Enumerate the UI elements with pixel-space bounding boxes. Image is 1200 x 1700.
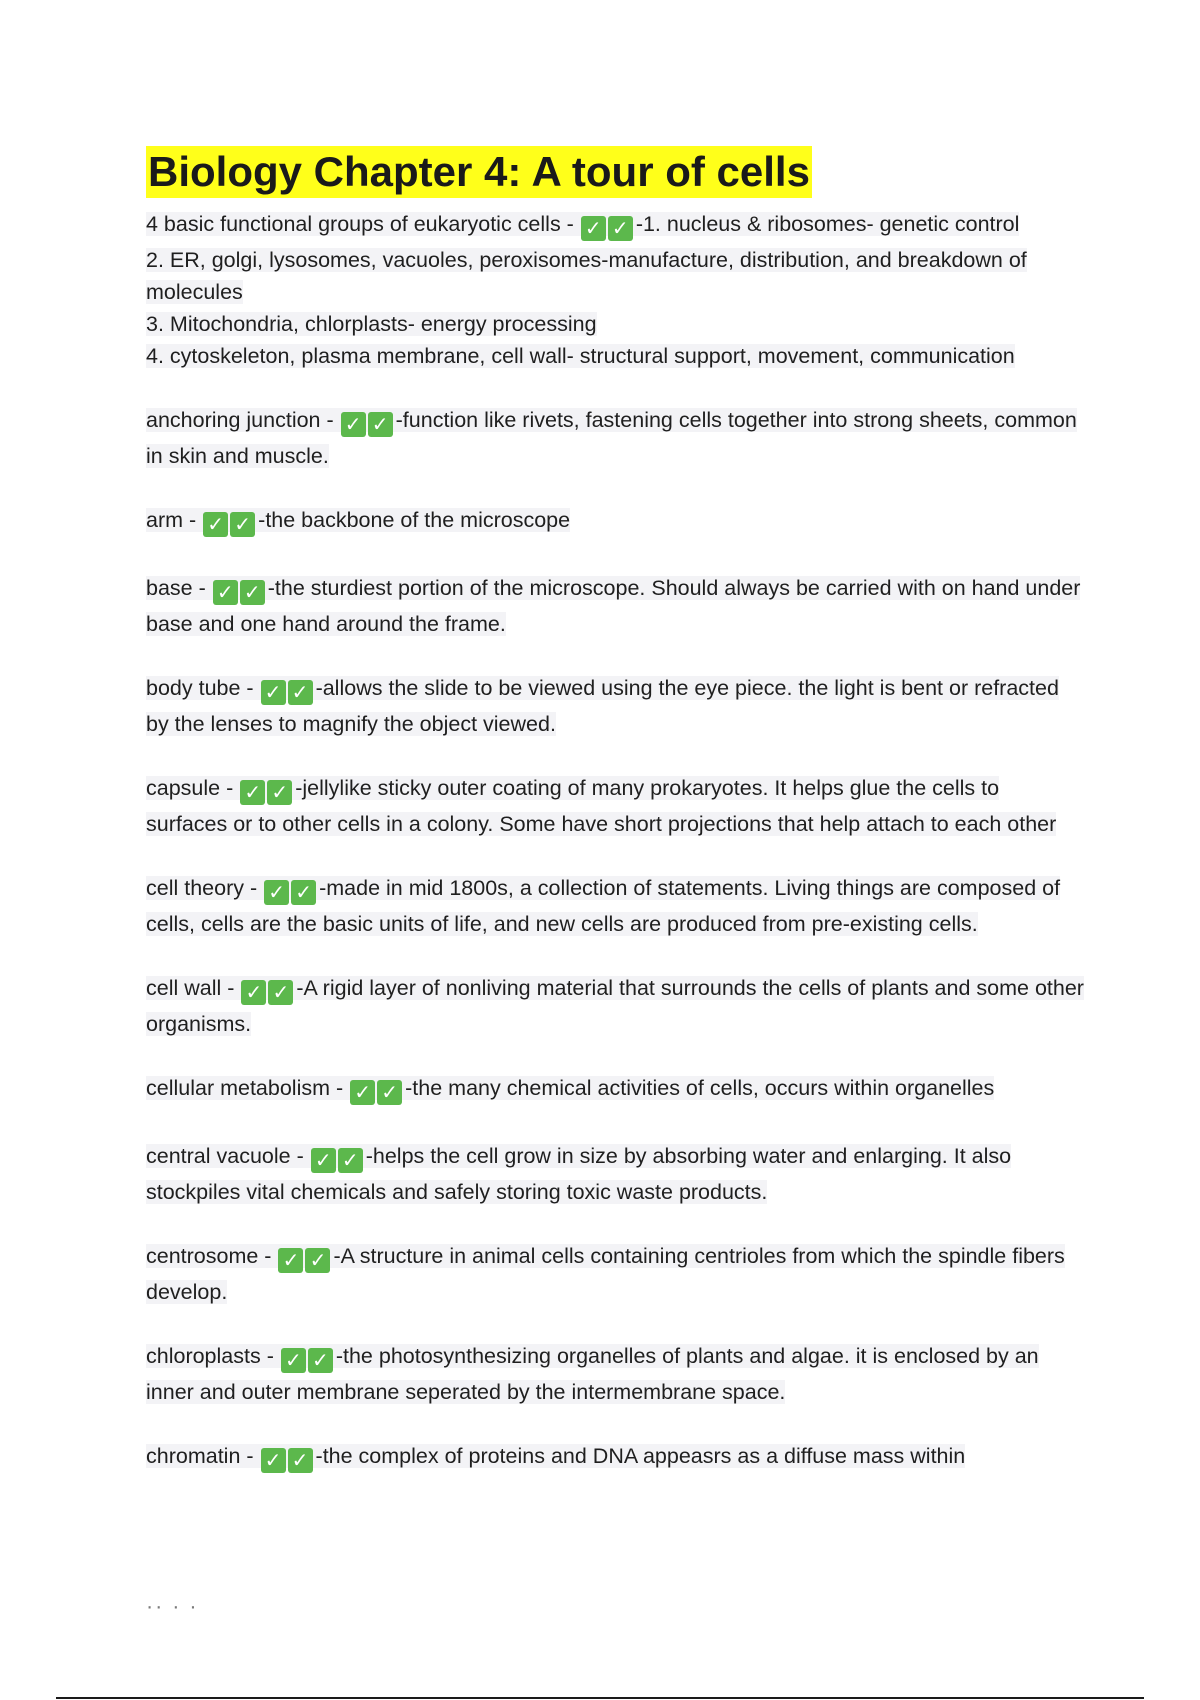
answer-marker [213,576,267,608]
check-mark-button-icon: ✓ [267,780,292,805]
flashcard-entry [146,1140,1086,1208]
entry-definition: -the complex of proteins and DNA appeasrs as a diffuse mass within [315,1444,966,1468]
flashcard-entry [146,208,1086,372]
check-mark-button-icon: ✓ [288,1448,313,1473]
entry-text [146,1244,1065,1304]
check-mark-button-icon: ✓ [281,1348,306,1373]
flashcard-entry [146,404,1086,472]
check-mark-button-icon: ✓ [341,412,366,437]
check-mark-button-icon: ✓ [261,1448,286,1473]
check-mark-button-icon: ✓ [338,1148,363,1173]
entry-text [146,212,1027,368]
entry-text [146,1444,966,1472]
entry-text [146,876,1060,936]
entry-term: arm - [146,508,197,532]
entry-text [146,576,1080,636]
cut-off-text-fragment: ·· · · [146,1594,199,1618]
entry-term: anchoring junction - [146,408,334,432]
check-mark-button-icon: ✓ [264,880,289,905]
document-page [146,146,1086,1508]
flashcard-entry [146,772,1086,840]
entry-definition: -jellylike sticky outer coating of many prokaryotes. It helps glue the cells to surfaces or to other cells in a colony. Some have short projections that help attach to each other [146,776,1057,836]
answer-marker [261,1444,315,1476]
entry-definition: -A structure in animal cells containing centrioles from which the spindle fibers develop. [146,1244,1065,1304]
entry-definition: -function like rivets, fastening cells together into strong sheets, common in skin and muscle. [146,408,1077,468]
answer-marker [278,1244,332,1276]
footer-divider [56,1697,1144,1699]
check-mark-button-icon: ✓ [261,680,286,705]
entry-definition: -the many chemical activities of cells, occurs within organelles [405,1076,995,1100]
entry-definition: -the photosynthesizing organelles of plants and algae. it is enclosed by an inner and outer membrane seperated by the intermembrane space. [146,1344,1039,1404]
check-mark-button-icon: ✓ [288,680,313,705]
answer-marker [281,1344,335,1376]
entry-text [146,1144,1011,1204]
entry-definition: -1. nucleus & ribosomes- genetic control 2. ER, golgi, lysosomes, vacuoles, peroxisomes-manufacture, distribution, and breakdown of molecules 3. Mitochondria, chlorplasts- energy processing 4. cytoskeleton, plasma membrane, cell wall- structural support, movement, communication [146,212,1027,368]
answer-marker [350,1076,404,1108]
entry-text [146,508,571,536]
entry-text [146,976,1084,1036]
answer-marker [240,776,294,808]
answer-marker [341,408,395,440]
entry-term: chloroplasts - [146,1344,274,1368]
entry-text [146,1076,995,1104]
entry-term: cell wall - [146,976,235,1000]
check-mark-button-icon: ✓ [241,980,266,1005]
entry-term: cell theory - [146,876,258,900]
entry-term: chromatin - [146,1444,254,1468]
check-mark-button-icon: ✓ [278,1248,303,1273]
flashcard-entry [146,872,1086,940]
answer-marker [581,212,635,244]
entry-term: body tube - [146,676,254,700]
document-title: Biology Chapter 4: A tour of cells [146,146,812,198]
flashcard-entry [146,1440,1086,1476]
flashcard-entry [146,672,1086,740]
check-mark-button-icon: ✓ [213,580,238,605]
entry-text [146,776,1056,836]
entry-definition: -the backbone of the microscope [258,508,571,532]
flashcard-entry [146,972,1086,1040]
check-mark-button-icon: ✓ [305,1248,330,1273]
entry-text [146,408,1077,468]
flashcard-entry [146,1072,1086,1108]
check-mark-button-icon: ✓ [203,512,228,537]
entry-term: centrosome - [146,1244,272,1268]
check-mark-button-icon: ✓ [308,1348,333,1373]
check-mark-button-icon: ✓ [268,980,293,1005]
check-mark-button-icon: ✓ [291,880,316,905]
entry-term: base - [146,576,206,600]
flashcard-entry [146,504,1086,540]
entry-definition: -helps the cell grow in size by absorbing water and enlarging. It also stockpiles vital chemicals and safely storing toxic waste products. [146,1144,1012,1204]
answer-marker [264,876,318,908]
check-mark-button-icon: ✓ [377,1080,402,1105]
entry-text [146,1344,1039,1404]
check-mark-button-icon: ✓ [240,780,265,805]
entry-term: capsule - [146,776,234,800]
answer-marker [261,676,315,708]
flashcard-entry [146,1240,1086,1308]
answer-marker [241,976,295,1008]
flashcard-entry [146,572,1086,640]
entry-definition: -the sturdiest portion of the microscope. Should always be carried with on hand under base and one hand around the frame. [146,576,1081,636]
entry-definition: -A rigid layer of nonliving material that surrounds the cells of plants and some other organisms. [146,976,1084,1036]
check-mark-button-icon: ✓ [350,1080,375,1105]
check-mark-button-icon: ✓ [608,216,633,241]
entry-text [146,676,1059,736]
entry-definition: -made in mid 1800s, a collection of statements. Living things are composed of cells, cells are the basic units of life, and new cells are produced from pre-existing cells. [146,876,1061,936]
entry-term: cellular metabolism - [146,1076,344,1100]
flashcard-entry [146,1340,1086,1408]
check-mark-button-icon: ✓ [368,412,393,437]
entry-term: central vacuole - [146,1144,304,1168]
answer-marker [311,1144,365,1176]
check-mark-button-icon: ✓ [311,1148,336,1173]
flashcard-list [146,208,1086,1476]
check-mark-button-icon: ✓ [230,512,255,537]
check-mark-button-icon: ✓ [240,580,265,605]
entry-definition: -allows the slide to be viewed using the eye piece. the light is bent or refracted by the lenses to magnify the object viewed. [146,676,1059,736]
check-mark-button-icon: ✓ [581,216,606,241]
entry-term: 4 basic functional groups of eukaryotic cells - [146,212,574,236]
answer-marker [203,508,257,540]
